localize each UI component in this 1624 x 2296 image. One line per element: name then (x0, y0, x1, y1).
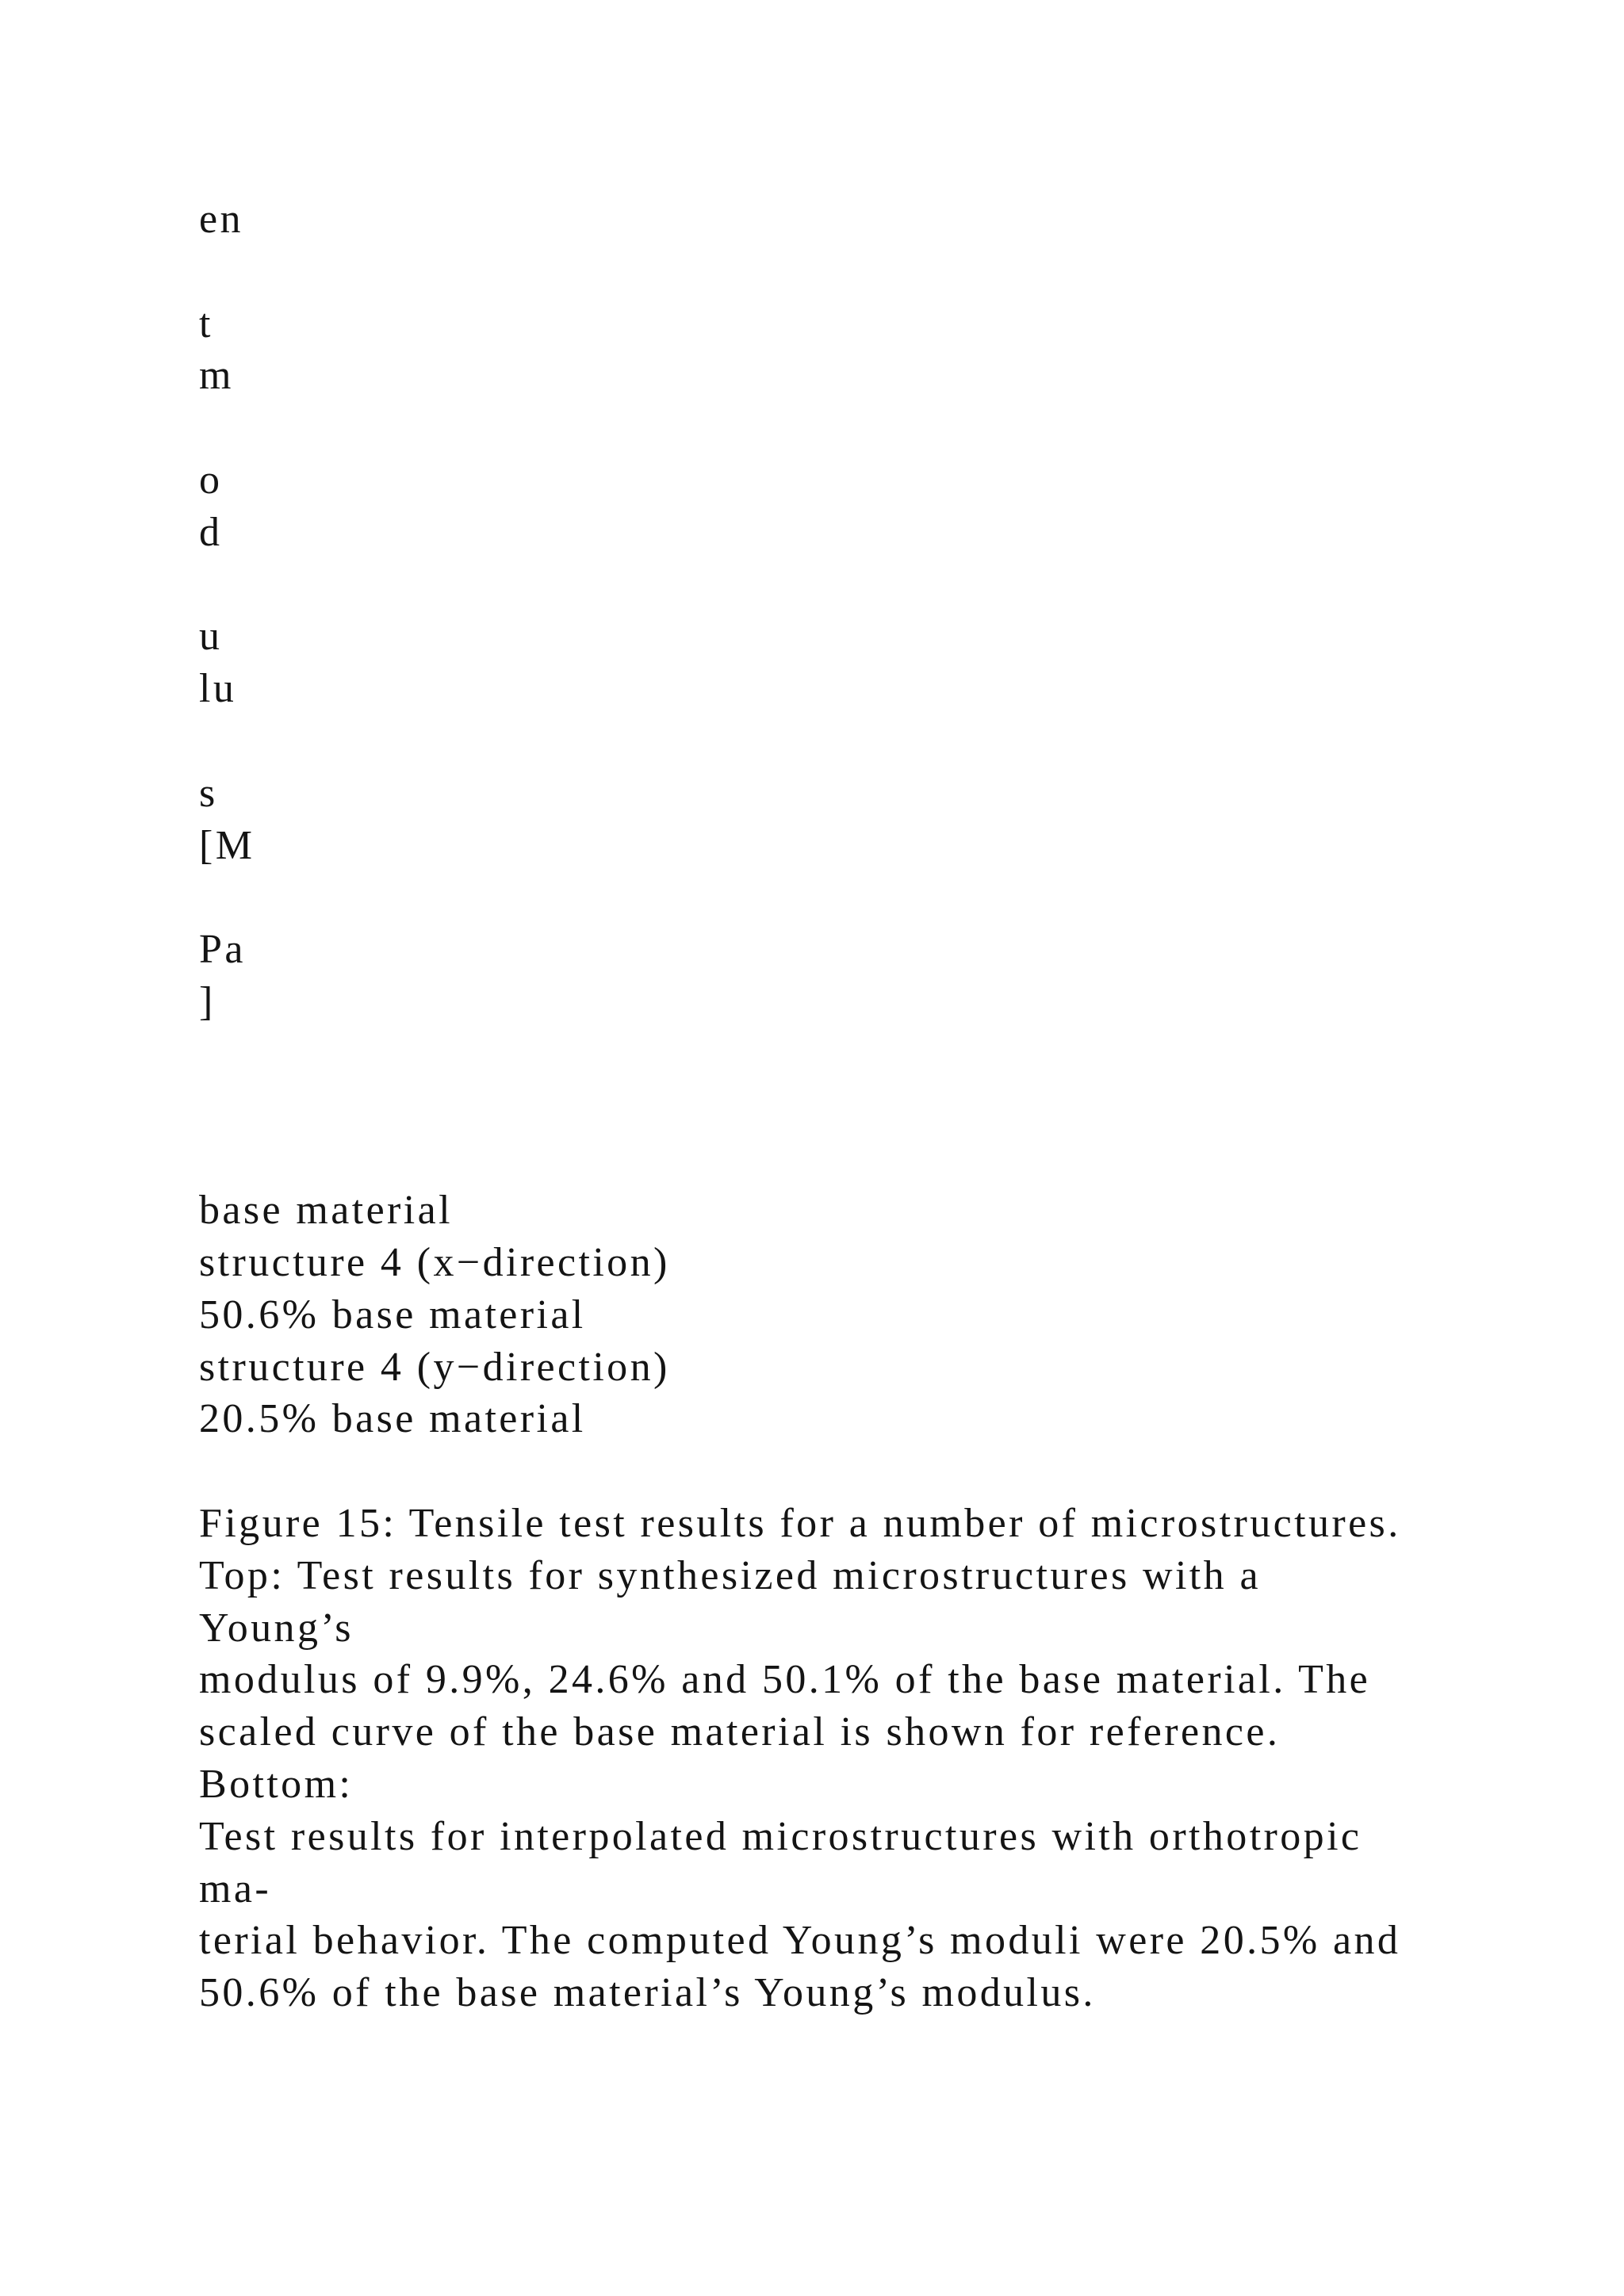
axis-label-fragment: o (199, 457, 223, 503)
caption-line: ma- (199, 1866, 272, 1911)
legend-entry: 50.6% base material (199, 1292, 586, 1337)
legend-entry: base material (199, 1188, 453, 1234)
caption-line: Bottom: (199, 1762, 354, 1807)
caption-line: Top: Test results for synthesized microstructures with a (199, 1552, 1261, 1598)
axis-label-fragment: d (199, 509, 223, 555)
caption-line: modulus of 9.9%, 24.6% and 50.1% of the base material. The (199, 1657, 1371, 1703)
caption-line: terial behavior. The computed Young’s moduli were 20.5% and (199, 1918, 1401, 1964)
caption-line: scaled curve of the base material is shown for reference. (199, 1709, 1281, 1755)
axis-label-fragment: s (199, 770, 218, 816)
legend-entry: 20.5% base material (199, 1396, 586, 1442)
caption-line: Young’s (199, 1605, 354, 1651)
axis-label-fragment: en (199, 197, 243, 242)
axis-label-fragment: [M (199, 822, 255, 868)
axis-label-fragment: m (199, 353, 234, 399)
caption-line: 50.6% of the base material’s Young’s modulus. (199, 1970, 1096, 2016)
axis-label-fragment: ] (199, 979, 216, 1024)
caption-line: Test results for interpolated microstructures with orthotropic (199, 1813, 1362, 1859)
legend-entry: structure 4 (y−direction) (199, 1344, 670, 1390)
axis-label-fragment: t (199, 300, 213, 346)
axis-label-fragment: Pa (199, 927, 246, 973)
axis-label-fragment: u (199, 614, 223, 660)
caption-line: Figure 15: Tensile test results for a number of microstructures. (199, 1501, 1401, 1546)
legend-entry: structure 4 (x−direction) (199, 1240, 670, 1285)
axis-label-fragment: lu (199, 666, 237, 712)
